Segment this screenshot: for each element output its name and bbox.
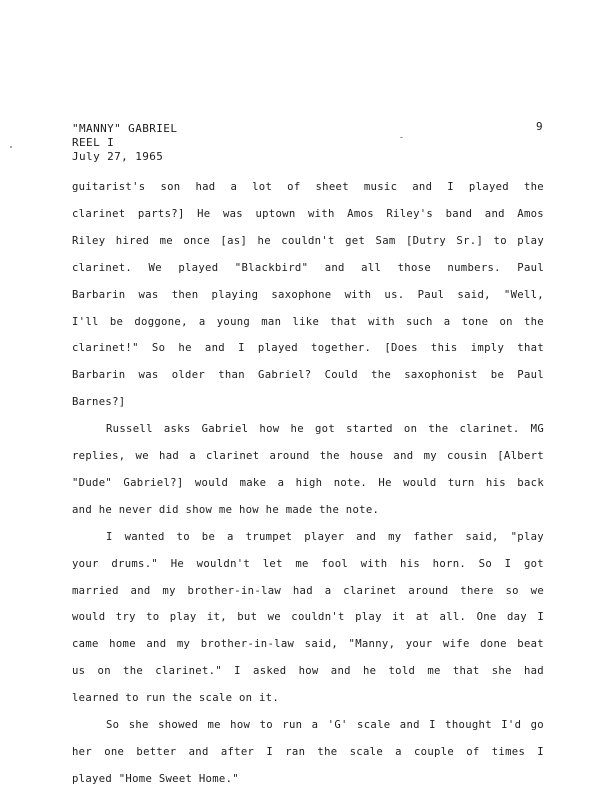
transcript-line: Barbarin was then playing saxophone with us. Paul said, "Well,	[72, 288, 544, 301]
transcript-line: guitarist's son had a lot of sheet music and I played the	[72, 181, 544, 193]
transcript-line: and he never did show me how he made the note.	[72, 503, 380, 516]
transcript-line: Russell asks Gabriel how he got started on the clarinet. MG	[106, 423, 544, 436]
transcript-line: came home and my brother-in-law said, "Manny, your wife done beat	[72, 638, 544, 651]
interview-date: July 27, 1965	[72, 150, 164, 163]
transcript-line: Barbarin was older than Gabriel? Could the saxophonist be Paul	[72, 369, 544, 382]
scan-speck	[10, 146, 12, 148]
transcript-line: us on the clarinet." I asked how and he told me that she had	[72, 665, 544, 678]
interviewee-name: "MANNY" GABRIEL	[72, 122, 178, 135]
transcript-line: married and my brother-in-law had a clarinet around there so we	[72, 584, 544, 597]
transcript-line: clarinet!" So he and I played together. [Does this imply that	[72, 342, 544, 355]
page-number: 9	[536, 120, 543, 133]
transcript-line: So she showed me how to run a 'G' scale and I thought I'd go	[106, 719, 544, 731]
transcript-line: played "Home Sweet Home."	[72, 772, 239, 785]
transcript-line: replies, we had a clarinet around the house and my cousin [Albert	[72, 450, 544, 462]
transcript-line: clarinet parts?] He was uptown with Amos Riley's band and Amos	[72, 207, 544, 220]
page-header	[72, 122, 177, 164]
transcript-line: I'll be doggone, a young man like that with such a tone on the	[72, 315, 544, 328]
transcript-line: Barnes?]	[72, 396, 126, 409]
transcript-line: clarinet. We played "Blackbird" and all those numbers. Paul	[72, 261, 544, 274]
transcript-line: would try to play it, but we couldn't play it at all. One day I	[72, 611, 544, 624]
transcript-line: "Dude" Gabriel?] would make a high note. He would turn his back	[72, 476, 544, 489]
transcript-line: I wanted to be a trumpet player and my father said, "play	[106, 530, 544, 543]
reel-label: REEL I	[72, 136, 115, 149]
transcript-line: your drums." He wouldn't let me fool with his horn. So I got	[72, 557, 544, 570]
transcript-line: learned to run the scale on it.	[72, 692, 280, 705]
transcript-line: Riley hired me once [as] he couldn't get Sam [Dutry Sr.] to play	[72, 234, 544, 247]
scan-speck	[400, 137, 403, 138]
transcript-line: her one better and after I ran the scale a couple of times I	[72, 745, 544, 758]
